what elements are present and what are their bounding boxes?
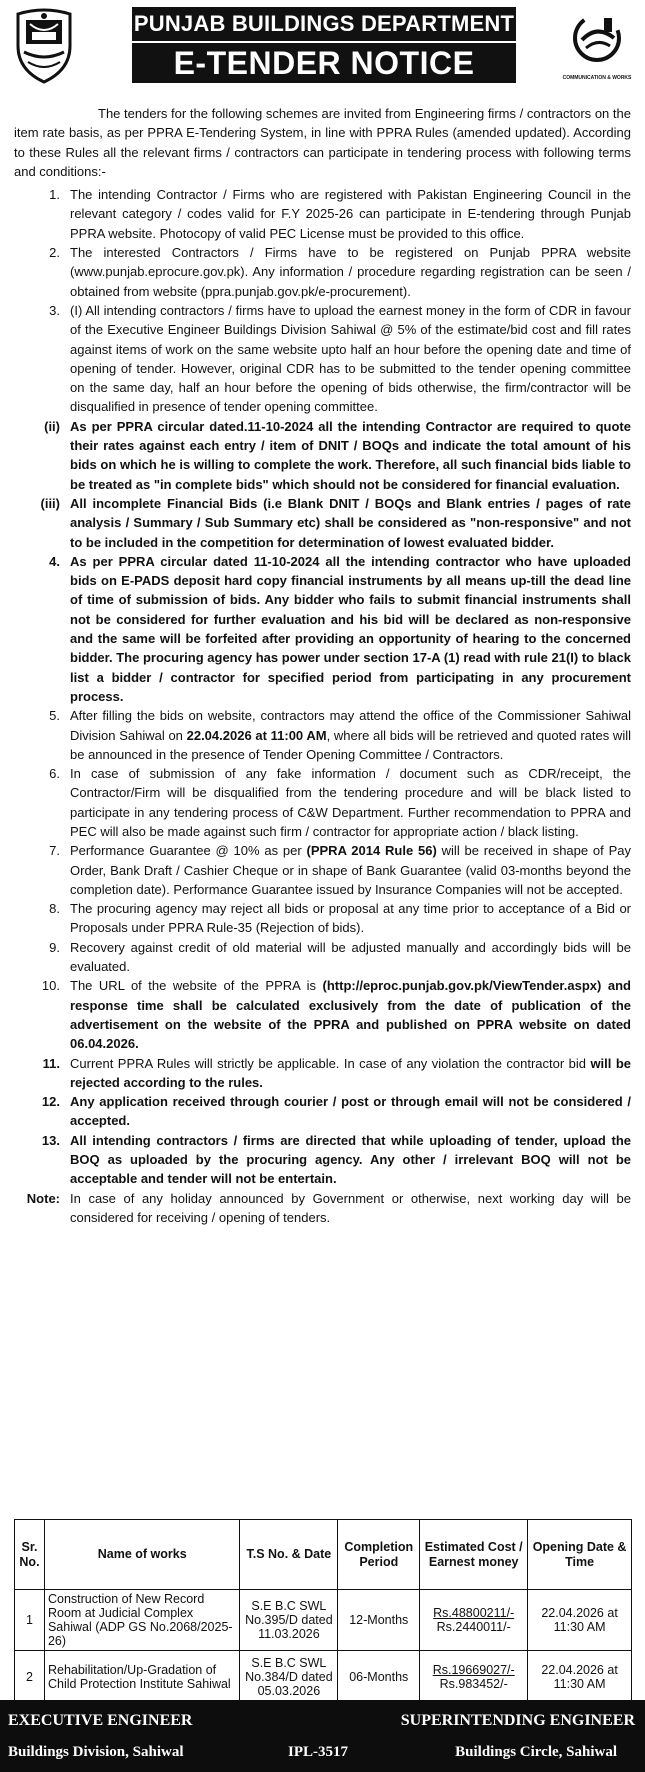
terms-list	[0, 185, 645, 1188]
clause-text: Any application received through courier / post or through email will not be considered / accepted.	[70, 1094, 631, 1129]
clause-text-part: , where all bids will be retrieved and quoted rates will be announced in the presence of Tender Opening Committee / Contractors.	[70, 727, 631, 762]
header	[0, 0, 645, 96]
opening-datetime: 22.04.2026 at 11:00 AM	[186, 727, 327, 743]
clause-text: As per PPRA circular dated 11-10-2024 all the intending contractor who have uploaded bids on E-PADS deposit hard copy financial instruments by all means up-till the dead line of time of submission of bids. Any bidder who fails to submit financial instruments shall not be considered for further evaluation and his bid will be declared as non-responsive and the same will be forfeited after providing an opportunity of hearing to the concerned bidder. The procuring agency has power under section 17-A (1) read with rule 21(I) to black list a bidder / contractor for specified period from participating in any procurement process.	[70, 553, 631, 704]
clause-text: The procuring agency may reject all bids or proposal at any time prior to acceptance of a Bid or Proposals under PPRA Rule-35 (Rejection of bids).	[70, 901, 631, 936]
clause-number: (iii)	[40, 495, 60, 511]
clause	[22, 841, 631, 899]
clause-text	[70, 706, 631, 764]
superintending-engineer-title: SUPERINTENDING ENGINEER	[400, 1712, 635, 1729]
clause	[22, 1054, 631, 1093]
intro-paragraph: The tenders for the following schemes are invited from Engineering firms / contractors on the item rate basis, as per PPRA E-Tendering System, in line with PPRA Rules (amended updated). According to these Rules all the relevant firms / contractors can participate in tendering process with following terms and conditions:-	[14, 106, 631, 179]
clause-number: 13.	[41, 1132, 60, 1148]
clause-text-part: Performance Guarantee @ 10% as per	[70, 843, 307, 859]
col-header-opening: Opening Date & Time	[528, 1520, 632, 1590]
clause	[22, 899, 631, 938]
earnest-money: Rs.2440011/-	[436, 1620, 511, 1634]
cell-sr: 2	[15, 1651, 45, 1703]
note-label: Note:	[26, 1190, 60, 1206]
clause-text: (I) All intending contractors / firms have to upload the earnest money in the form of CDR in favour of the Executive Engineer Buildings Division Sahiwal @ 5% of the estimate/bid cost and fill rates against items of work on the same website upto half an hour before the opening date and time of opening of tender. However, original CDR has to be submitted to the tender opening committee on the same day, half an hour before the opening of bids otherwise, the firm/contractor will be disqualified in presence of tender opening committee.	[70, 302, 631, 415]
cell-cost	[420, 1651, 528, 1703]
government-of-punjab-logo-icon	[8, 6, 80, 86]
notice-title: E-TENDER NOTICE	[132, 43, 516, 83]
clause	[22, 1131, 631, 1189]
clause-number: 5.	[49, 708, 60, 724]
cell-opening: 22.04.2026 at 11:30 AM	[528, 1651, 632, 1703]
cell-period: 06-Months	[338, 1651, 420, 1703]
clause	[22, 764, 631, 841]
clause-text	[70, 976, 631, 1053]
clause-text: As per PPRA circular dated.11-10-2024 all the intending Contractor are required to quote their rates against each entry / item of DNIT / BOQs and indicate the total amount of his bids on which he is willing to complete the work. Therefore, all such financial bids liable to be treated as "in complete bids" which should not be considered for financial evaluation.	[70, 418, 631, 492]
col-header-cost: Estimated Cost / Earnest money	[420, 1520, 528, 1590]
cell-period: 12-Months	[338, 1590, 420, 1651]
clause-text: All intending contractors / firms are directed that while uploading of tender, upload the BOQ as uploaded by the procuring agency. Any other / irrelevant BOQ will not be acceptable and tender will not be entertain.	[70, 1132, 631, 1187]
estimated-cost: Rs.48800211/-	[433, 1606, 515, 1620]
clause-text: All incomplete Financial Bids (i.e Blank DNIT / BOQs and Blank entries / pages of rate analysis / Summary / Sub Summary etc) shall be considered as "non-responsive" and not to be included in the competition for determination of lowest evaluated bidder.	[70, 495, 631, 550]
clause	[0, 494, 631, 552]
cell-cost	[420, 1590, 528, 1651]
cw-logo-caption: COMMUNICATION & WORKS	[562, 75, 632, 81]
cell-work-name: Construction of New Record Room at Judicial Complex Sahiwal (ADP GS No.2068/2025-26)	[44, 1590, 240, 1651]
col-header-period: Completion Period	[338, 1520, 420, 1590]
ppra-url-link[interactable]: (http://eproc.punjab.gov.pk/ViewTender.aspx)	[322, 978, 602, 994]
clause-text-part: will be received in shape of Pay Order, Bank Draft / Cashier Cheque or in shape of Bank Guarantee (valid 03-months beyond the completion date). Performance Guarantee issued by Insurance Companies will not be accepted.	[70, 843, 631, 897]
clause-text-part: and response time shall be calculated exclusively from the date of publication of the advertisement on the website of the PPRA and published on PPRA website on dated 06.04.2026.	[70, 978, 631, 1052]
executive-engineer-title: EXECUTIVE ENGINEER	[8, 1712, 193, 1729]
clause	[22, 552, 631, 706]
notice-body	[0, 104, 645, 1227]
note-text: In case of any holiday announced by Government or otherwise, next working day will be considered for receiving / opening of tenders.	[70, 1190, 631, 1225]
clause-number: 12.	[41, 1094, 60, 1110]
clause-text	[70, 1054, 631, 1093]
clause	[22, 1092, 631, 1131]
cell-work-name: Rehabilitation/Up-Gradation of Child Protection Institute Sahiwal	[44, 1651, 240, 1703]
clause-number: 1.	[49, 187, 60, 203]
estimated-cost: Rs.19669027/-	[432, 1662, 515, 1677]
earnest-money: Rs.983452/-	[439, 1676, 508, 1691]
col-header-ts: T.S No. & Date	[240, 1520, 338, 1590]
clause-number: 2.	[49, 245, 60, 261]
cell-ts: S.E B.C SWL No.395/D dated 11.03.2026	[240, 1590, 338, 1651]
cw-logo	[552, 8, 642, 80]
clause-number: 9.	[49, 939, 60, 955]
clause-number: 7.	[49, 843, 60, 859]
superintending-engineer-circle: Buildings Circle, Sahiwal	[455, 1744, 617, 1760]
clause-number: 4.	[49, 553, 60, 569]
clause	[22, 976, 631, 1053]
clause	[22, 243, 631, 301]
clause-text-part: After filling the bids on website, contractors may attend the office of the Commissioner Sahiwal Division Sahiwal on	[70, 708, 631, 743]
clause-number: (ii)	[44, 418, 60, 434]
works-table	[14, 1519, 632, 1703]
table-header-row	[15, 1520, 632, 1590]
clause-text: The interested Contractors / Firms have to be registered on Punjab PPRA website (www.punjab.eprocure.gov.pk). Any information / procedure regarding registration can be seen / obtained from website (ppra.punjab.gov.pk/e-procurement).	[70, 245, 631, 299]
clause	[22, 706, 631, 764]
clause	[22, 301, 631, 417]
clause-number: 11.	[42, 1055, 60, 1071]
clause-text-part: Current PPRA Rules will strictly be applicable. In case of any violation the contractor bid	[70, 1055, 591, 1071]
clause-text: Recovery against credit of old material will be adjusted manually and accordingly bids will be evaluated.	[70, 939, 631, 975]
table-row	[15, 1590, 632, 1651]
clause-number: 10.	[41, 978, 60, 994]
clause-text: The intending Contractor / Firms who are registered with Pakistan Engineering Council in the relevant category / codes valid for F.Y 2025-26 can participate in E-tendering through Punjab PPRA website. Photocopy of valid PEC License must be provided to this office.	[70, 187, 631, 241]
cell-ts: S.E B.C SWL No.384/D dated 05.03.2026	[240, 1651, 338, 1703]
clause-number: 3.	[49, 302, 60, 318]
clause-text	[70, 841, 631, 899]
col-header-name: Name of works	[44, 1520, 240, 1590]
col-header-sr: Sr. No.	[15, 1520, 45, 1590]
clause-text-part: The URL of the website of the PPRA is	[70, 978, 323, 994]
communication-works-logo-icon	[552, 8, 642, 68]
clause	[0, 417, 631, 494]
table-row	[15, 1651, 632, 1703]
clause	[22, 185, 631, 243]
note	[0, 1189, 645, 1228]
clause	[22, 938, 631, 977]
cell-sr: 1	[15, 1590, 45, 1651]
executive-engineer-division: Buildings Division, Sahiwal	[8, 1744, 184, 1760]
clause-number: 6.	[49, 766, 60, 782]
clause-text: In case of submission of any fake information / document such as CDR/receipt, the Contractor/Firm will be disqualified from the tendering procedure and will be black listed to participate in any tendering process of C&W Department. Further recommendation to PPRA and PEC will also be made against such firm / contractor for appropriate action / black listing.	[70, 766, 631, 839]
ipl-number: IPL-3517	[288, 1744, 348, 1760]
ppra-rule-reference: (PPRA 2014 Rule 56)	[306, 843, 437, 859]
footer-banner	[0, 1700, 645, 1772]
department-title: PUNJAB BUILDINGS DEPARTMENT	[132, 7, 516, 41]
clause-text-part: will be rejected according to the rules.	[70, 1055, 631, 1090]
cell-opening: 22.04.2026 at 11:30 AM	[528, 1590, 632, 1651]
clause-number: 8.	[49, 901, 60, 917]
